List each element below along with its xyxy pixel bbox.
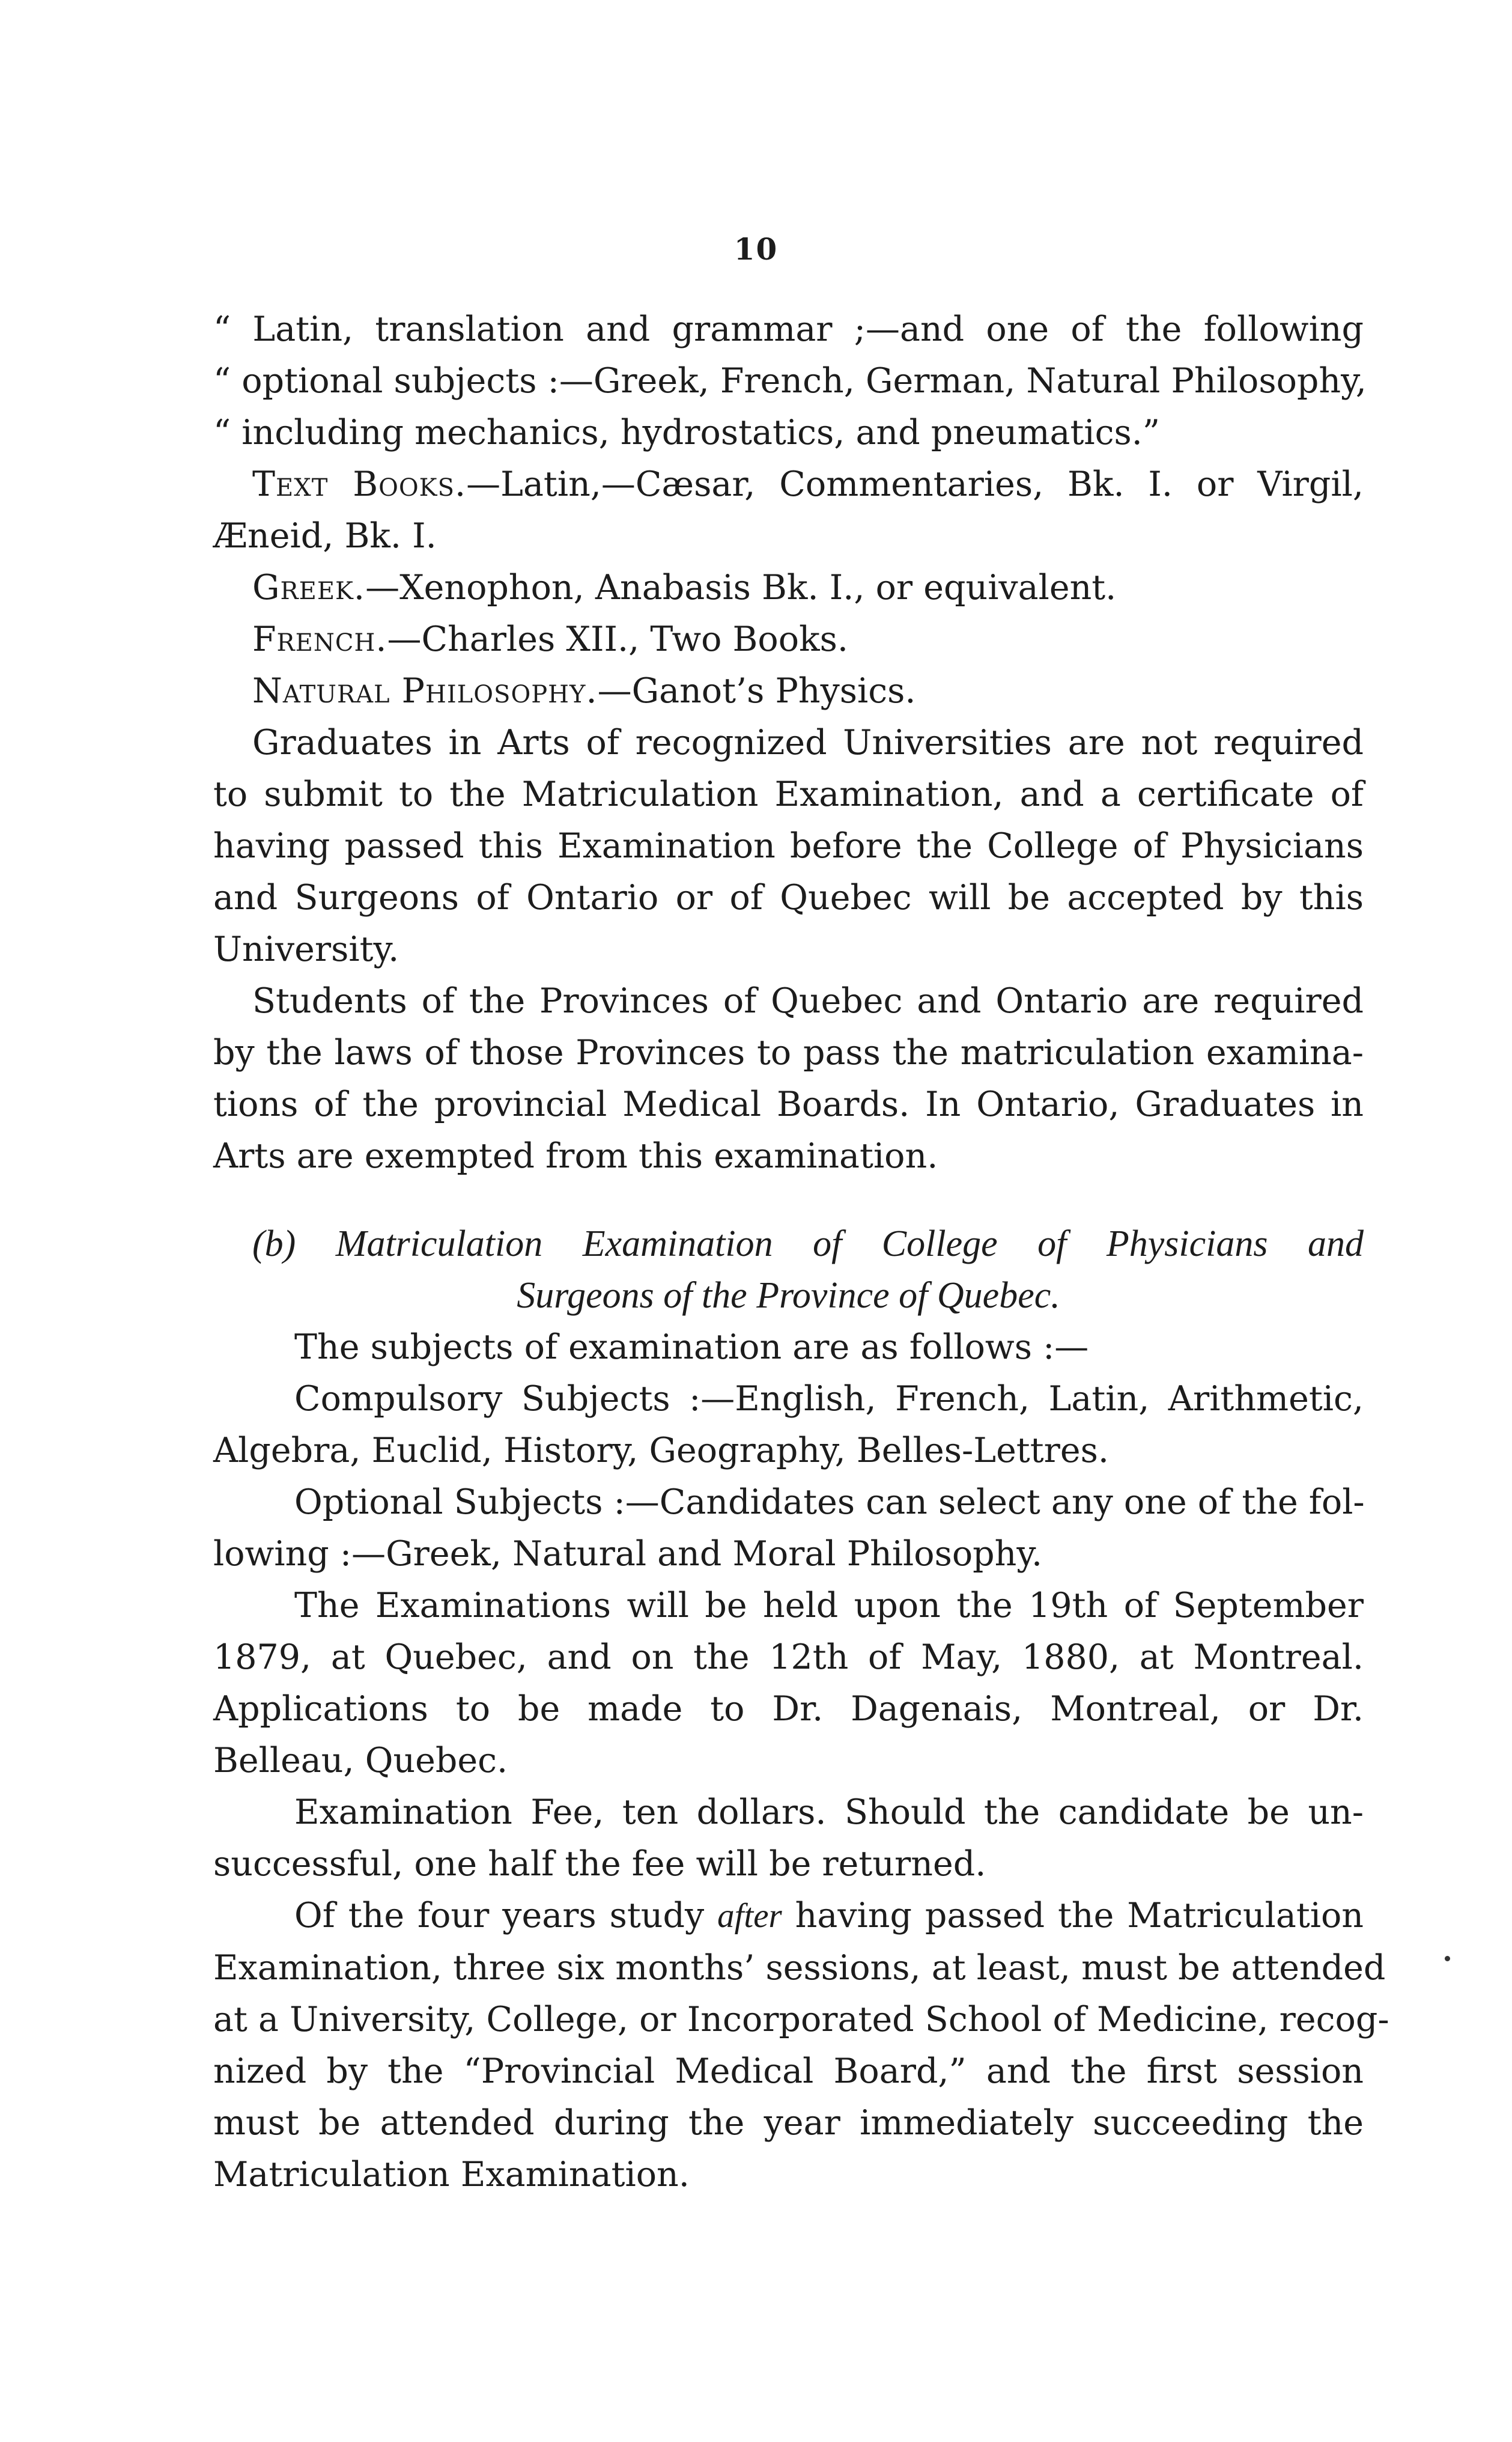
greek-line <box>213 562 1364 614</box>
greek-label: Greek. <box>252 568 366 607</box>
paragraph-line: and Surgeons of Ontario or of Quebec will be accepted by this <box>213 878 1364 918</box>
paragraph-line: successful, one half the fee will be returned. <box>213 1844 986 1884</box>
french-label: French. <box>252 620 387 659</box>
body-text <box>213 303 1389 2200</box>
text-fragment: Of the four years study <box>294 1896 718 1935</box>
text-line: —Latin,—Cæsar, Commentaries, Bk. I. or Virgil, <box>466 464 1364 504</box>
section-heading: (b) Matriculation Examination of College of Physicians and <box>252 1223 1364 1264</box>
paragraph-line: Belleau, Quebec. <box>213 1741 508 1780</box>
paragraph-line: tions of the provincial Medical Boards. In Ontario, Graduates in <box>213 1085 1364 1124</box>
paragraph-line: lowing :—Greek, Natural and Moral Philosophy. <box>213 1534 1043 1574</box>
text-fragment: having passed the Matriculation <box>782 1896 1364 1935</box>
paragraph-line: 1879, at Quebec, and on the 12th of May, 1880, at Montreal. <box>213 1637 1364 1677</box>
paragraph-line: Applications to be made to Dr. Dagenais, Montreal, or Dr. <box>213 1689 1364 1729</box>
text-line: —Ganot’s Physics. <box>597 671 916 711</box>
paragraph-line: must be attended during the year immediately succeeding the <box>213 2103 1364 2143</box>
paragraph-line: Examination Fee, ten dollars. Should the candidate be un- <box>294 1792 1364 1832</box>
text-line: “ including mechanics, hydrostatics, and pneumatics.” <box>213 413 1161 452</box>
ink-speck <box>1445 1956 1450 1961</box>
natural-philosophy-line <box>213 665 1364 717</box>
paragraph-line: University. <box>213 930 399 969</box>
page-number: 10 <box>733 231 779 267</box>
text-line: —Charles XII., Two Books. <box>387 620 848 659</box>
text-line: Æneid, Bk. I. <box>213 516 437 556</box>
text-line: “ Latin, translation and grammar ;—and one of the following <box>213 309 1364 349</box>
section-gap <box>213 1182 1364 1218</box>
text-books-label: Text Books. <box>252 464 467 504</box>
paragraph-line: Compulsory Subjects :—English, French, Latin, Arithmetic, <box>294 1379 1364 1419</box>
paragraph-line: Algebra, Euclid, History, Geography, Belles-Lettres. <box>213 1431 1109 1470</box>
paragraph-line: Graduates in Arts of recognized Universities are not required <box>252 723 1364 763</box>
paragraph-line: The Examinations will be held upon the 19th of September <box>294 1586 1364 1625</box>
natural-philosophy-label: Natural Philosophy. <box>252 671 598 711</box>
paragraph-line: The subjects of examination are as follows :— <box>294 1327 1089 1367</box>
paragraph-line: having passed this Examination before the College of Physicians <box>213 826 1364 866</box>
emphasis-after: after <box>717 1897 782 1935</box>
paragraph-line: Arts are exempted from this examination. <box>213 1136 938 1176</box>
text-books-line <box>213 458 1364 510</box>
paragraph-line: Examination, three six months’ sessions, at least, must be attended <box>213 1948 1386 1988</box>
paragraph-line: at a University, College, or Incorporated School of Medicine, recog- <box>213 2000 1389 2039</box>
paragraph-line: by the laws of those Provinces to pass the matriculation examina- <box>213 1033 1364 1073</box>
paragraph-line: Matriculation Examination. <box>213 2155 690 2194</box>
french-line <box>213 614 1364 665</box>
text-line: “ optional subjects :—Greek, French, German, Natural Philosophy, <box>213 361 1367 401</box>
paragraph-line <box>213 1890 1364 1942</box>
paragraph-line: to submit to the Matriculation Examination, and a certificate of <box>213 775 1364 814</box>
paragraph-line: Optional Subjects :—Candidates can select any one of the fol- <box>294 1482 1365 1522</box>
paragraph-line: nized by the “Provincial Medical Board,” and the first session <box>213 2051 1364 2091</box>
paragraph-line: Students of the Provinces of Quebec and Ontario are required <box>252 981 1364 1021</box>
section-heading-continued: Surgeons of the Province of Quebec. <box>517 1275 1060 1316</box>
text-line: —Xenophon, Anabasis Bk. I., or equivalent. <box>365 568 1117 607</box>
